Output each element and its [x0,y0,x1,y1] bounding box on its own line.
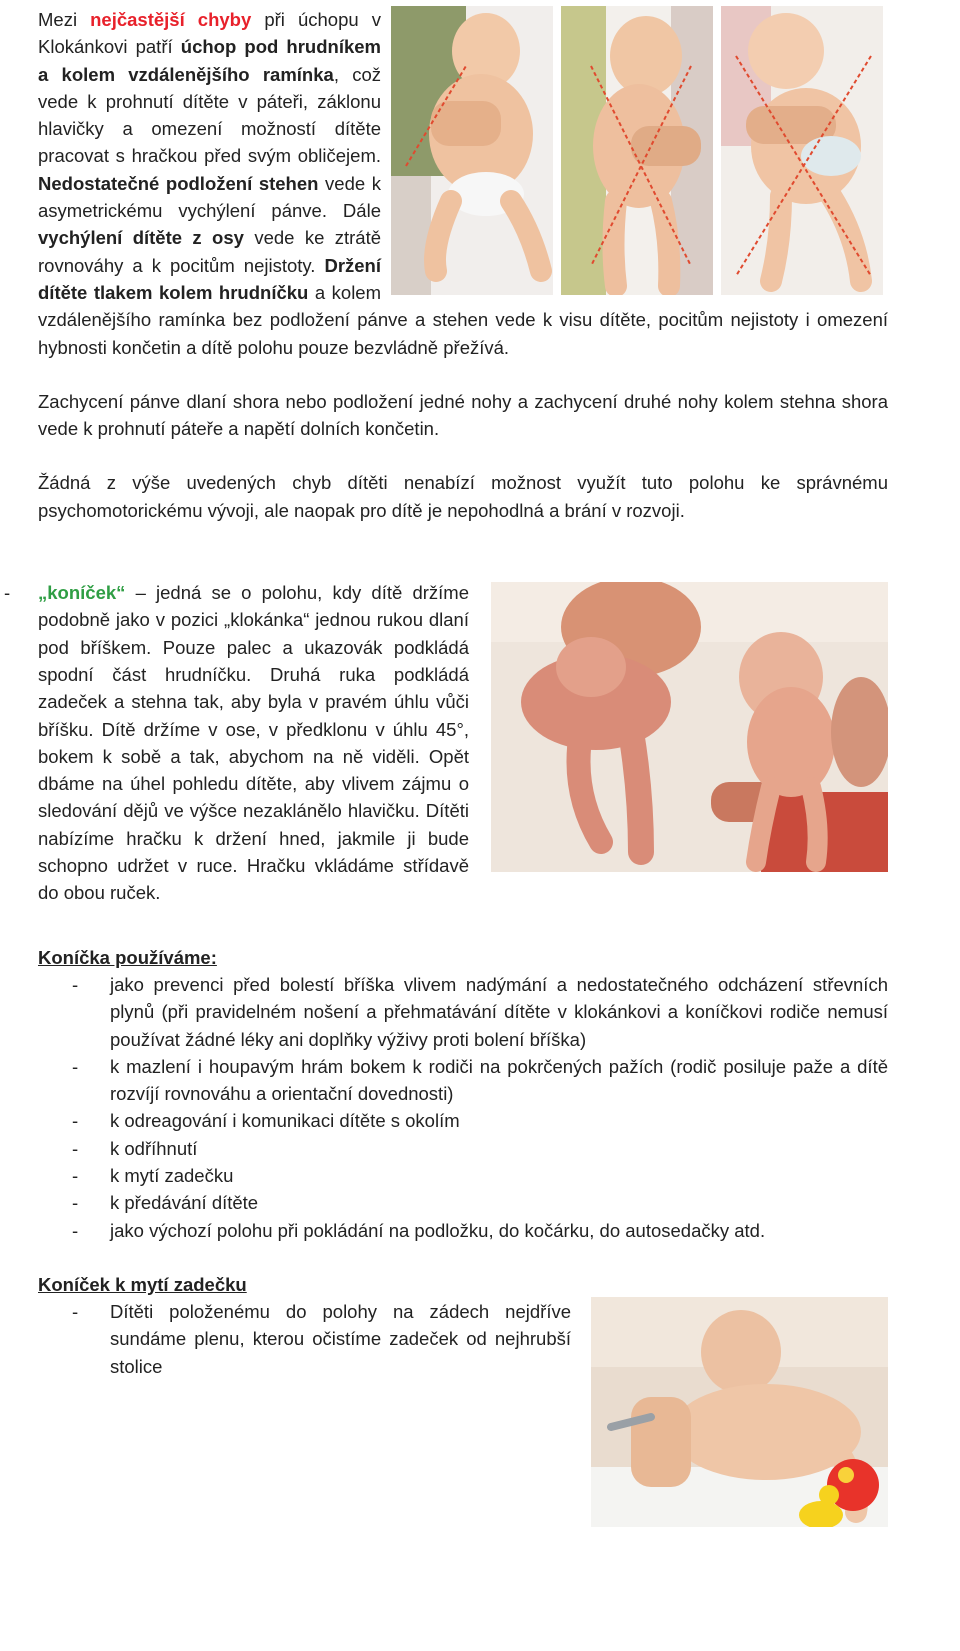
bold-term: Nedostatečné podložení stehen [38,172,319,194]
bold-term: úchop pod hrudníkem a kolem vzdálenějšího ramínka [38,36,381,85]
list-dash: - [72,1164,79,1186]
paragraph-summary: Žádná z výše uvedených chyb dítěti nenabízí možnost využít tuto polohu ke správnému psychomotorickému vývoji, ale naopak pro dítě je nepohodlná a brání v rozvoji. [38,472,888,521]
list-dash: - [72,1192,79,1214]
intro-text: vede k asymetrickému vychýlení pánve. Dále [38,172,381,222]
paragraph-pelvis-hold: Zachycení pánve dlaní shora nebo podložení jedné nohy a zachycení druhé nohy kolem stehna shora vede k prohnutí páteře a napětí dolních končetin. [38,390,888,440]
list-dash: - [72,973,79,995]
intro-text: při úchopu v Klokánkovi patří [38,9,381,58]
wrong-holds-photo-strip [391,6,888,295]
bold-term: vychýlení dítěte z osy [38,227,244,249]
konicek-term: „koníček“ [38,582,126,604]
intro-text: vede ke ztrátě rovnováhy a k pocitům nejistoty. [38,227,381,276]
document-page [4,6,888,1527]
list-item [72,1298,888,1380]
list-item [72,1053,888,1108]
list-item [72,1162,888,1189]
intro-text: Mezi [38,9,91,30]
washing-heading: Koníček k mytí zadečku [38,1273,247,1295]
list-item [72,1189,888,1216]
list-item-text: Dítěti položenému do polohy na zádech nejdříve sundáme plenu, kterou očistíme zadeček od nejhrubší stolice [110,1301,571,1377]
list-item-text: k odříhnutí [110,1137,198,1159]
list-dash: - [72,1137,79,1159]
uses-heading: Koníčka používáme: [38,946,217,968]
bold-term: Držení dítěte tlakem kolem hrudníčku [38,254,381,303]
list-dash: - [72,1301,79,1323]
list-dash: - [72,1219,79,1241]
list-item-text: k předávání dítěte [110,1192,259,1214]
intro-text: , což vede k prohnutí dítěte v páteři, záklonu hlavičky a omezení možností dítěte pracovat s hračkou před svým obličejem. [38,63,381,167]
list-item [72,1135,888,1162]
photo-insufficient-thigh-support [561,6,713,295]
list-item [72,1107,888,1134]
uses-list [38,971,888,1244]
list-item-text: k mytí zadečku [110,1164,234,1186]
list-item [72,1217,888,1244]
photo-konicek-hold [491,582,888,872]
list-dash: - [72,1110,79,1132]
list-dash: - [4,582,11,604]
highlight-common-mistakes: nejčastější chyby [90,9,252,30]
konicek-description: – jedná se o polohu, kdy dítě držíme podobně jako v pozici „klokánka“ jednou rukou dlaní pod bříškem. Pouze palec a ukazovák podkládá spodní část hrudníčku. Druhá ruka podkládá zadeček a stehna tak, aby byla v pravém úhlu vůči bříšku. Dítě držíme v ose, v předklonu v úhlu 45°, bokem k sobě a tak, abychom na ně viděli. Opět dbáme na úhel pohledu dítěte, aby vlivem zájmu o sledování dějů ve výšce nezaklánělo hlavičku. Dítěti nabízíme hračku k držení hned, jakmile ji bude schopno udržet v ruce. Hračku vkládáme střídavě do obou ruček. [38,582,469,904]
list-item-text: jako prevenci před bolestí bříška vlivem nadýmání a nedostatečného odcházení střevních plynů (při pravidelném nošení a přehmatávání dítěte v klokánkovi a koníčkovi rodiče nemusí používat žádné léky ani doplňky výživy proti bolení bříška) [110,973,888,1050]
list-item-text: jako výchozí polohu při pokládání na podložku, do kočárku, do autosedačky atd. [110,1219,766,1241]
list-item-text: k mazlení i houpavým hrám bokem k rodiči na pokrčených pažích (rodič posiluje paže a dítě rozvíjí rovnováhu a orientační dovednosti) [110,1055,888,1105]
washing-list [38,1298,888,1380]
list-dash: - [72,1055,79,1077]
intro-text: a kolem vzdálenějšího ramínka bez podložení pánve a stehen vede k visu dítěte, pocitům nejistoty i omezení hybnosti končetin a dítě polohu pouze bezvládně přežívá. [38,281,888,358]
list-item-text: k odreagování i komunikaci dítěte s okolím [110,1110,460,1132]
photo-hold-around-chest [721,6,883,295]
konicek-section [4,579,888,907]
list-item [72,971,888,1053]
photo-hold-under-chest [391,6,553,295]
